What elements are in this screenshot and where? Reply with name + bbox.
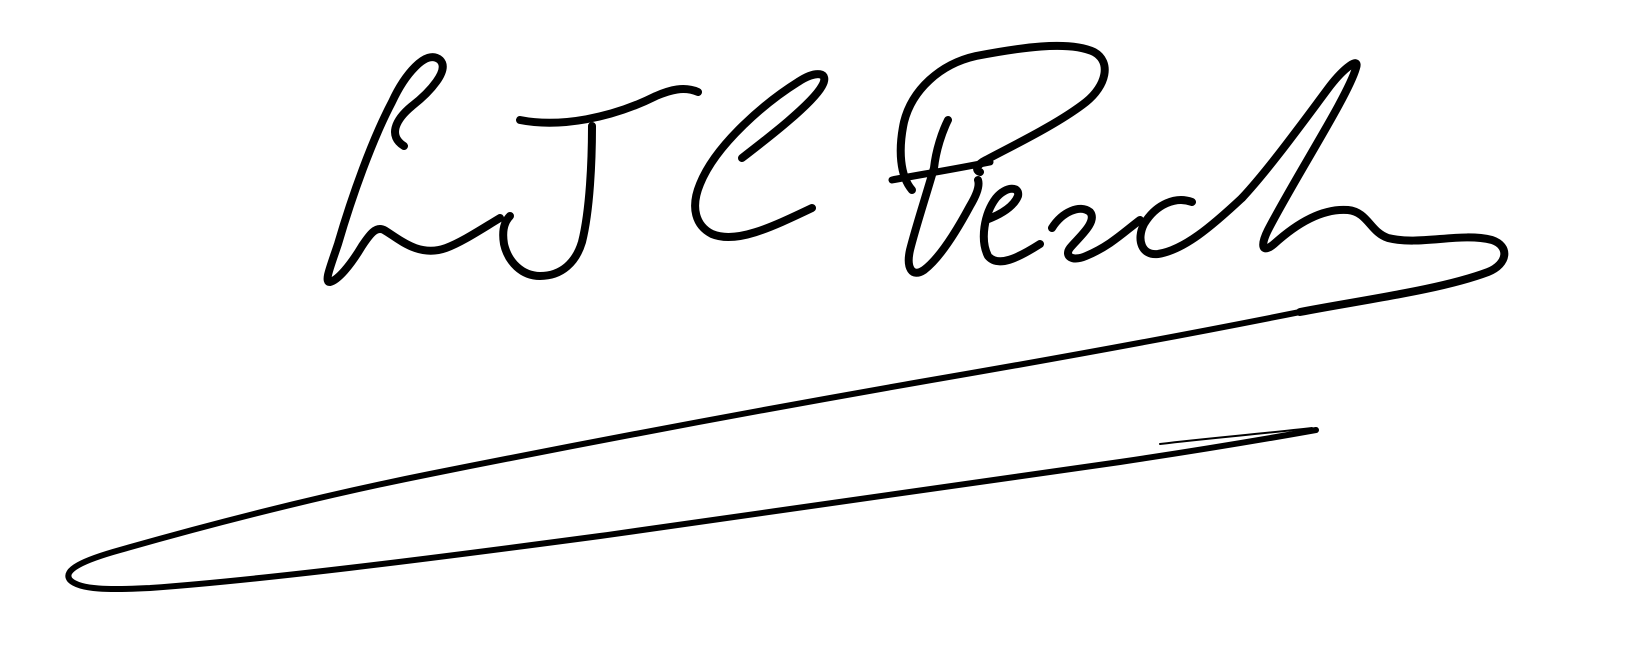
stroke-letter-c2 xyxy=(1140,198,1242,254)
stroke-letter-l xyxy=(328,57,500,282)
stroke-letter-j-stem xyxy=(503,126,592,276)
stroke-underline-upper xyxy=(68,312,1316,589)
stroke-letter-h xyxy=(1242,63,1504,312)
signature-strokes xyxy=(68,46,1504,589)
stroke-letter-c xyxy=(695,74,824,237)
stroke-letter-p-stem xyxy=(909,120,979,273)
stroke-letter-e xyxy=(984,189,1040,262)
stroke-letter-j-top xyxy=(520,89,698,123)
stroke-letter-s xyxy=(1052,209,1140,259)
